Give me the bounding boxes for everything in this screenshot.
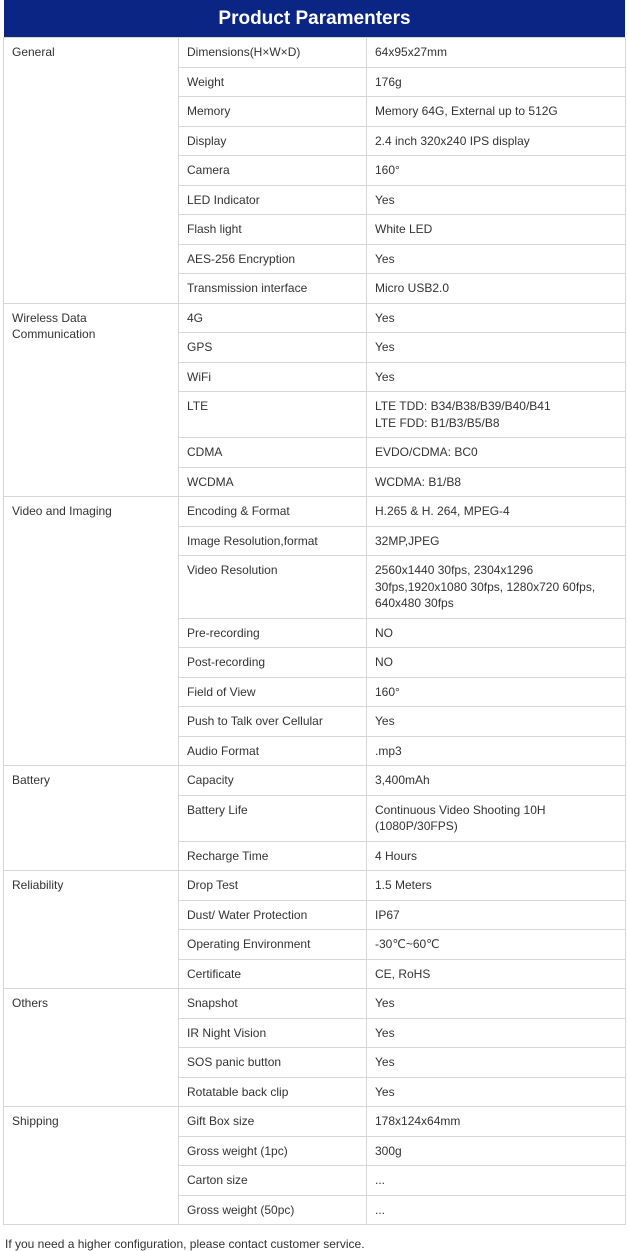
parameter-label-cell: Gross weight (50pc) [179, 1195, 367, 1225]
group-name-cell: General [4, 38, 179, 304]
parameter-value-cell: Continuous Video Shooting 10H (1080P/30FPS) [367, 795, 626, 841]
parameter-value-cell: Yes [367, 707, 626, 737]
parameter-value-cell: 3,400mAh [367, 766, 626, 796]
parameter-value-cell: -30℃~60℃ [367, 930, 626, 960]
parameter-label-cell: IR Night Vision [179, 1018, 367, 1048]
group-name-cell: Reliability [4, 871, 179, 989]
parameter-label-cell: WCDMA [179, 467, 367, 497]
parameter-label-cell: Encoding & Format [179, 497, 367, 527]
page-title: Product Paramenters [4, 0, 625, 37]
parameter-label-cell: LTE [179, 392, 367, 438]
table-row [4, 38, 626, 68]
parameter-label-cell: CDMA [179, 438, 367, 468]
parameters-table-body [4, 38, 626, 1225]
parameter-value-cell: NO [367, 648, 626, 678]
parameter-label-cell: Camera [179, 156, 367, 186]
parameter-value-cell: H.265 & H. 264, MPEG-4 [367, 497, 626, 527]
parameter-value-cell: Yes [367, 1077, 626, 1107]
parameter-value-cell: IP67 [367, 900, 626, 930]
parameter-label-cell: Carton size [179, 1166, 367, 1196]
table-row [4, 1107, 626, 1137]
parameter-label-cell: Rotatable back clip [179, 1077, 367, 1107]
parameter-value-cell: Micro USB2.0 [367, 274, 626, 304]
parameter-label-cell: WiFi [179, 362, 367, 392]
parameter-value-cell: ... [367, 1166, 626, 1196]
parameter-label-cell: Certificate [179, 959, 367, 989]
parameter-value-cell: Yes [367, 1018, 626, 1048]
parameter-label-cell: Audio Format [179, 736, 367, 766]
parameter-value-cell: Yes [367, 244, 626, 274]
group-name-cell: Others [4, 989, 179, 1107]
parameter-value-cell: Yes [367, 1048, 626, 1078]
parameter-label-cell: SOS panic button [179, 1048, 367, 1078]
parameters-table [3, 37, 626, 1225]
parameter-value-cell: 1.5 Meters [367, 871, 626, 901]
parameter-label-cell: Pre-recording [179, 618, 367, 648]
parameter-label-cell: Recharge Time [179, 841, 367, 871]
parameter-value-cell: 160° [367, 156, 626, 186]
group-name-cell: Video and Imaging [4, 497, 179, 766]
group-name-cell: Shipping [4, 1107, 179, 1225]
parameter-value-cell: White LED [367, 215, 626, 245]
parameter-value-cell: 178x124x64mm [367, 1107, 626, 1137]
parameter-value-cell: ... [367, 1195, 626, 1225]
table-row [4, 497, 626, 527]
parameter-value-cell: NO [367, 618, 626, 648]
parameter-label-cell: AES-256 Encryption [179, 244, 367, 274]
table-row [4, 989, 626, 1019]
parameter-label-cell: Battery Life [179, 795, 367, 841]
parameter-label-cell: Flash light [179, 215, 367, 245]
parameter-value-cell: 2.4 inch 320x240 IPS display [367, 126, 626, 156]
parameter-value-cell: 160° [367, 677, 626, 707]
group-name-cell: Wireless Data Communication [4, 303, 179, 497]
parameter-value-cell: 32MP,JPEG [367, 526, 626, 556]
parameter-label-cell: Operating Environment [179, 930, 367, 960]
footer-note: If you need a higher configuration, please contact customer service. [5, 1237, 365, 1251]
group-name-cell: Battery [4, 766, 179, 871]
parameter-value-cell: LTE TDD: B34/B38/B39/B40/B41 LTE FDD: B1/B3/B5/B8 [367, 392, 626, 438]
parameter-value-cell: .mp3 [367, 736, 626, 766]
parameter-label-cell: Snapshot [179, 989, 367, 1019]
parameter-value-cell: 176g [367, 67, 626, 97]
parameter-label-cell: Gift Box size [179, 1107, 367, 1137]
parameter-label-cell: Field of View [179, 677, 367, 707]
parameter-value-cell: 2560x1440 30fps, 2304x1296 30fps,1920x1080 30fps, 1280x720 60fps, 640x480 30fps [367, 556, 626, 619]
parameter-label-cell: Video Resolution [179, 556, 367, 619]
parameter-label-cell: Capacity [179, 766, 367, 796]
parameter-value-cell: Yes [367, 185, 626, 215]
parameter-value-cell: CE, RoHS [367, 959, 626, 989]
parameter-label-cell: Transmission interface [179, 274, 367, 304]
parameter-value-cell: Yes [367, 362, 626, 392]
parameter-label-cell: Weight [179, 67, 367, 97]
table-row [4, 766, 626, 796]
parameter-label-cell: LED Indicator [179, 185, 367, 215]
parameter-value-cell: Yes [367, 989, 626, 1019]
parameter-value-cell: 300g [367, 1136, 626, 1166]
parameter-label-cell: Post-recording [179, 648, 367, 678]
parameter-value-cell: EVDO/CDMA: BC0 [367, 438, 626, 468]
parameter-value-cell: Yes [367, 333, 626, 363]
parameter-value-cell: WCDMA: B1/B8 [367, 467, 626, 497]
parameter-label-cell: Image Resolution,format [179, 526, 367, 556]
parameter-value-cell: 4 Hours [367, 841, 626, 871]
parameter-label-cell: Dust/ Water Protection [179, 900, 367, 930]
parameter-label-cell: Drop Test [179, 871, 367, 901]
parameter-label-cell: Gross weight (1pc) [179, 1136, 367, 1166]
parameter-value-cell: Yes [367, 303, 626, 333]
parameter-label-cell: Push to Talk over Cellular [179, 707, 367, 737]
parameter-value-cell: Memory 64G, External up to 512G [367, 97, 626, 127]
parameter-label-cell: Dimensions(H×W×D) [179, 38, 367, 68]
parameter-value-cell: 64x95x27mm [367, 38, 626, 68]
parameter-label-cell: 4G [179, 303, 367, 333]
parameter-label-cell: Memory [179, 97, 367, 127]
table-row [4, 303, 626, 333]
table-row [4, 871, 626, 901]
parameter-label-cell: GPS [179, 333, 367, 363]
parameter-label-cell: Display [179, 126, 367, 156]
